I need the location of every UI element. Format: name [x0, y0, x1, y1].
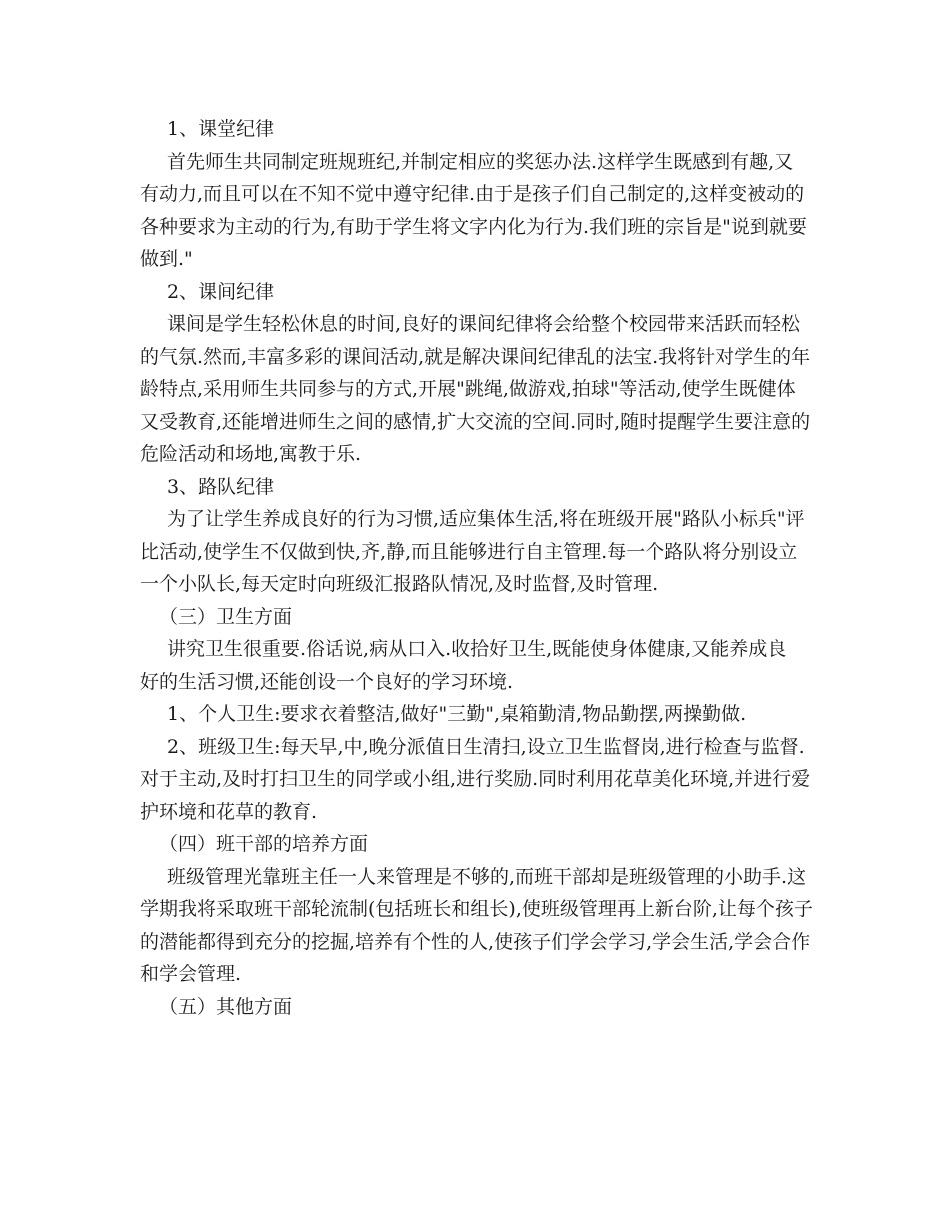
document-line: 的气氛.然而,丰富多彩的课间活动,就是解决课间纪律乱的法宝.我将针对学生的年	[140, 345, 811, 368]
document-line: 学期我将采取班干部轮流制(包括班长和组长),使班级管理再上新台阶,让每个孩子	[140, 898, 813, 920]
document-line: 比活动,使学生不仅做到快,齐,静,而且能够进行自主管理.每一个路队将分别设立	[140, 540, 798, 563]
document-line: 又受教育,还能增进师生之间的感情,扩大交流的空间.同时,随时提醒学生要注意的	[140, 410, 811, 433]
document-line: 危险活动和场地,寓教于乐.	[140, 443, 362, 465]
document-line: 讲究卫生很重要.俗话说,病从口入.收拾好卫生,既能使身体健康,又能养成良	[167, 638, 787, 660]
document-line: （四）班干部的培养方面	[159, 833, 369, 855]
document-line: 的潜能都得到充分的挖掘,培养有个性的人,使孩子们学会学习,学会生活,学会合作	[140, 930, 811, 953]
document-line: 各种要求为主动的行为,有助于学生将文字内化为行为.我们班的宗旨是"说到就要	[140, 215, 807, 238]
document-line: 班级管理光靠班主任一人来管理是不够的,而班干部却是班级管理的小助手.这	[167, 865, 807, 888]
document-line: 1、个人卫生:要求衣着整洁,做好"三勤",桌箱勤清,物品勤摆,两操勤做.	[167, 703, 747, 725]
document-line: 做到."	[140, 248, 193, 270]
document-line: （五）其他方面	[159, 995, 293, 1018]
document-line: 课间是学生轻松休息的时间,良好的课间纪律将会给整个校园带来活跃而轻松	[167, 313, 801, 335]
document-line: 护环境和花草的教育.	[140, 800, 318, 823]
document-line: 2、课间纪律	[167, 280, 275, 303]
document-line: 为了让学生养成良好的行为习惯,适应集体生活,将在班级开展"路队小标兵"评	[167, 508, 805, 530]
document-line: 3、路队纪律	[167, 475, 275, 498]
document-line: 首先师生共同制定班规班纪,并制定相应的奖惩办法.这样学生既感到有趣,又	[167, 150, 794, 173]
document-body	[140, 113, 813, 1023]
document-line: 有动力,而且可以在不知不觉中遵守纪律.由于是孩子们自己制定的,这样变被动的	[140, 183, 805, 205]
document-line: 龄特点,采用师生共同参与的方式,开展"跳绳,做游戏,拍球"等活动,使学生既健体	[140, 378, 796, 400]
document-line: （三）卫生方面	[159, 605, 293, 628]
document-line: 一个小队长,每天定时向班级汇报路队情况,及时监督,及时管理.	[140, 573, 659, 595]
document-line: 和学会管理.	[140, 963, 242, 985]
document-line: 1、课堂纪律	[167, 118, 275, 140]
document-line: 对于主动,及时打扫卫生的同学或小组,进行奖励.同时利用花草美化环境,并进行爱	[140, 768, 811, 790]
document-line: 2、班级卫生:每天早,中,晚分派值日生清扫,设立卫生监督岗,进行检查与监督.	[167, 735, 805, 758]
document-line: 好的生活习惯,还能创设一个良好的学习环境.	[140, 670, 514, 693]
